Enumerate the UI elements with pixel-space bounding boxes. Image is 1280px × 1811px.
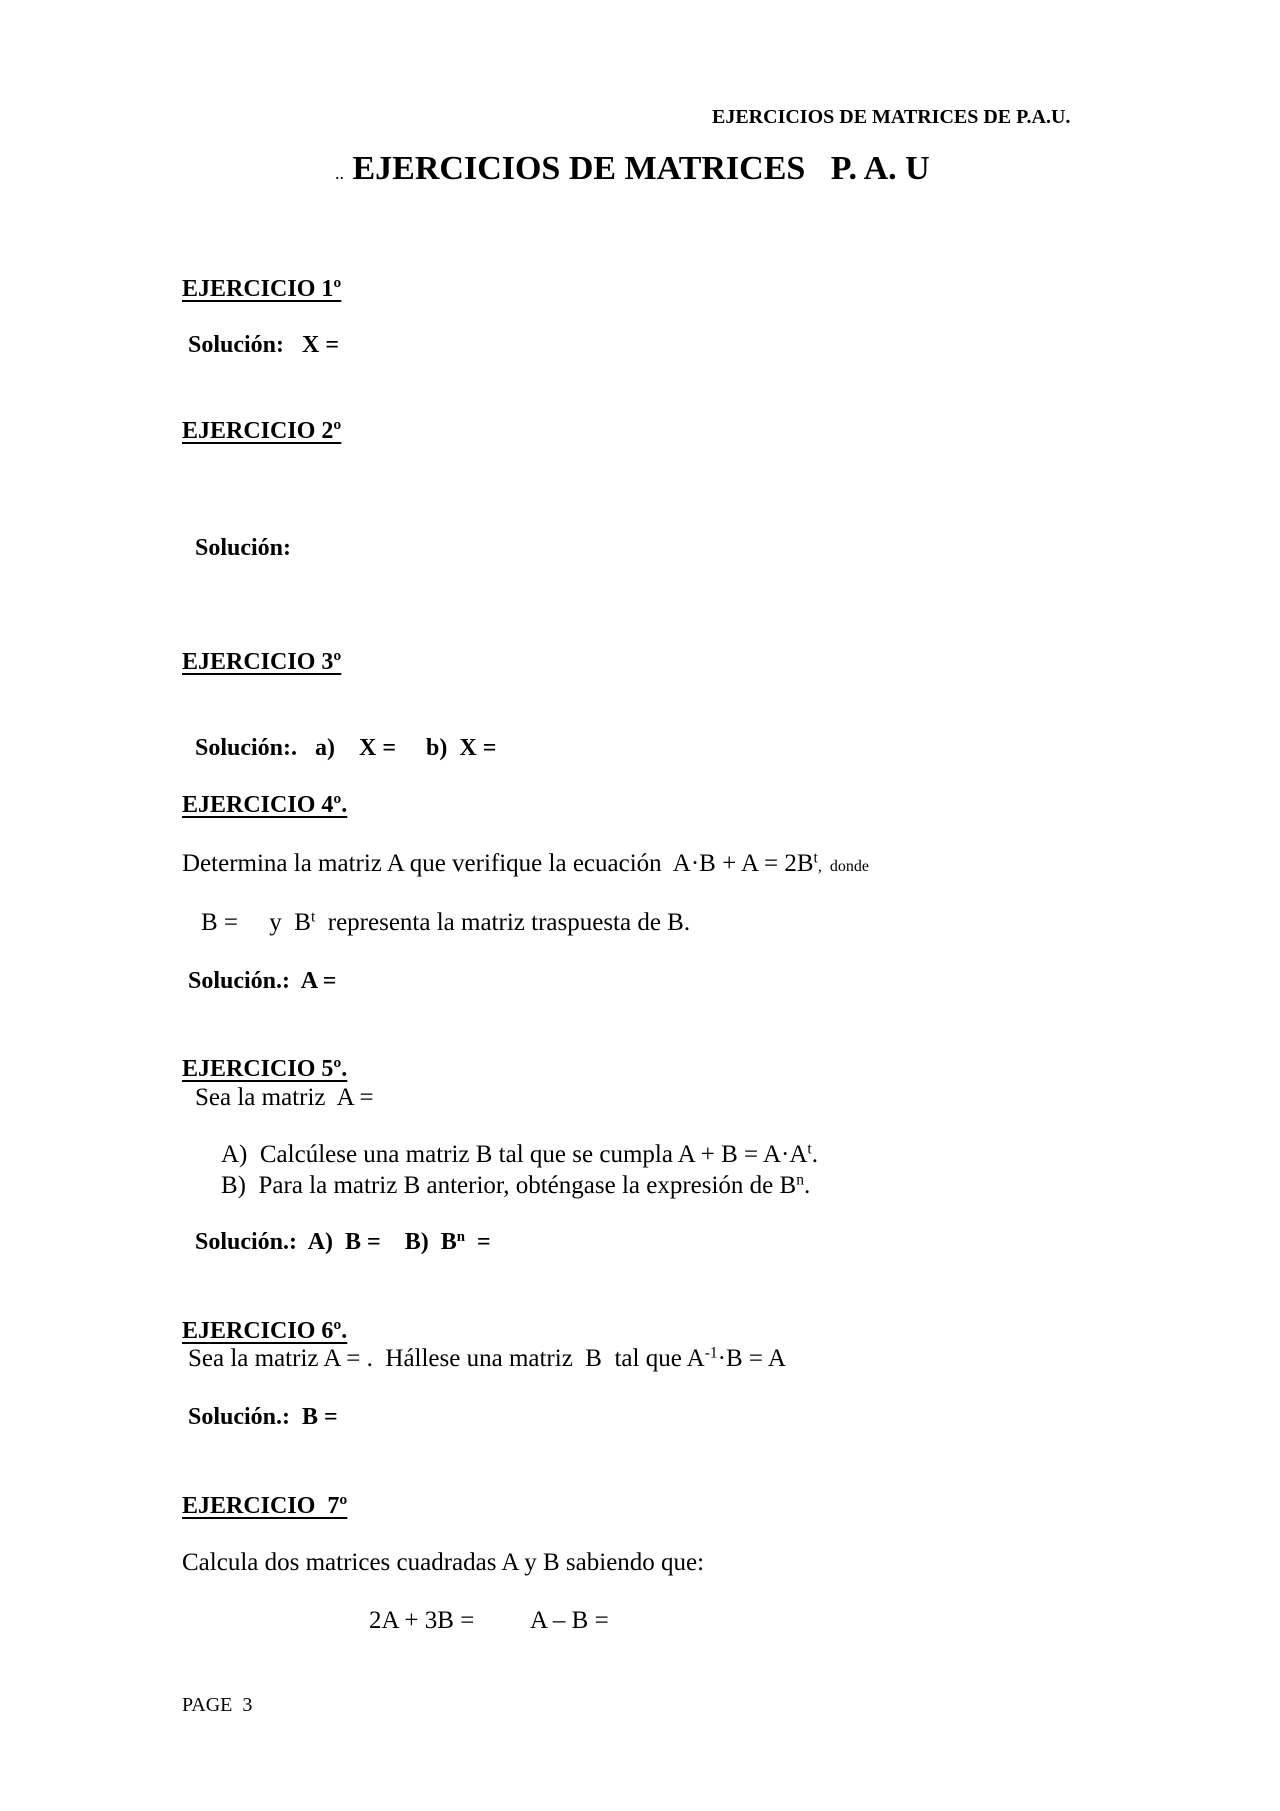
ex4-solution: Solución.: A =	[188, 968, 337, 994]
ex7-equation-2: A – B =	[530, 1607, 609, 1634]
page-number: PAGE 3	[182, 1694, 253, 1716]
ex1-heading: EJERCICIO 1º	[182, 276, 342, 302]
ex7-statement: Calcula dos matrices cuadradas A y B sabiendo que:	[182, 1549, 705, 1576]
ex5-solution-end: =	[465, 1229, 491, 1255]
ex7-heading: EJERCICIO 7º	[182, 1493, 348, 1519]
title-prefix: ..	[335, 163, 344, 183]
ex5-item-a-end: .	[811, 1141, 818, 1168]
ex5-item-a	[221, 1141, 818, 1169]
ex4-definition-sup: t	[310, 908, 316, 926]
ex6-heading: EJERCICIO 6º.	[182, 1318, 348, 1344]
ex3-heading: EJERCICIO 3º	[182, 649, 342, 675]
ex2-heading: EJERCICIO 2º	[182, 418, 342, 444]
ex3-solution: Solución:. a) X = b) X =	[195, 735, 497, 761]
ex4-statement	[182, 850, 869, 878]
ex6-solution: Solución.: B =	[188, 1404, 338, 1430]
ex4-definition-text: B = y B	[201, 909, 311, 936]
ex5-solution	[195, 1229, 491, 1256]
title-text: EJERCICIOS DE MATRICES P. A. U	[352, 150, 930, 187]
running-header: EJERCICIOS DE MATRICES DE P.A.U.	[712, 106, 1071, 128]
ex5-item-b-text: B) Para la matriz B anterior, obténgase la expresión de B	[221, 1172, 797, 1199]
page-title	[335, 150, 930, 188]
ex5-item-b	[221, 1172, 810, 1200]
ex2-solution: Solución:	[195, 535, 292, 561]
ex5-item-a-sup: t	[807, 1140, 812, 1158]
ex7-equation-1: 2A + 3B =	[369, 1607, 475, 1634]
ex4-definition	[201, 909, 690, 937]
ex4-statement-sup: t	[813, 849, 818, 867]
ex5-item-a-text: A) Calcúlese una matriz B tal que se cumpla A + B = A·A	[221, 1141, 808, 1168]
ex5-heading: EJERCICIO 5º.	[182, 1056, 348, 1082]
ex5-item-b-sup: n	[796, 1171, 804, 1189]
ex4-statement-text: Determina la matriz A que verifique la ecuación A·B + A = 2B	[182, 850, 814, 877]
ex5-solution-text: Solución.: A) B = B) B	[195, 1229, 457, 1255]
ex4-statement-text-end: , donde	[817, 858, 869, 875]
ex4-definition-text-end: representa la matriz traspuesta de B.	[315, 909, 691, 936]
ex5-solution-sup: n	[456, 1228, 465, 1245]
ex6-statement-sup: -1	[704, 1344, 718, 1362]
ex1-solution: Solución: X =	[188, 332, 340, 358]
ex4-heading: EJERCICIO 4º.	[182, 792, 348, 818]
ex6-statement-end: ·B = A	[717, 1345, 786, 1372]
ex6-statement-text: Sea la matriz A = . Hállese una matriz B tal que A	[188, 1345, 705, 1372]
ex6-statement	[188, 1345, 786, 1373]
ex5-intro: Sea la matriz A =	[195, 1084, 374, 1111]
ex5-item-b-end: .	[803, 1172, 811, 1199]
